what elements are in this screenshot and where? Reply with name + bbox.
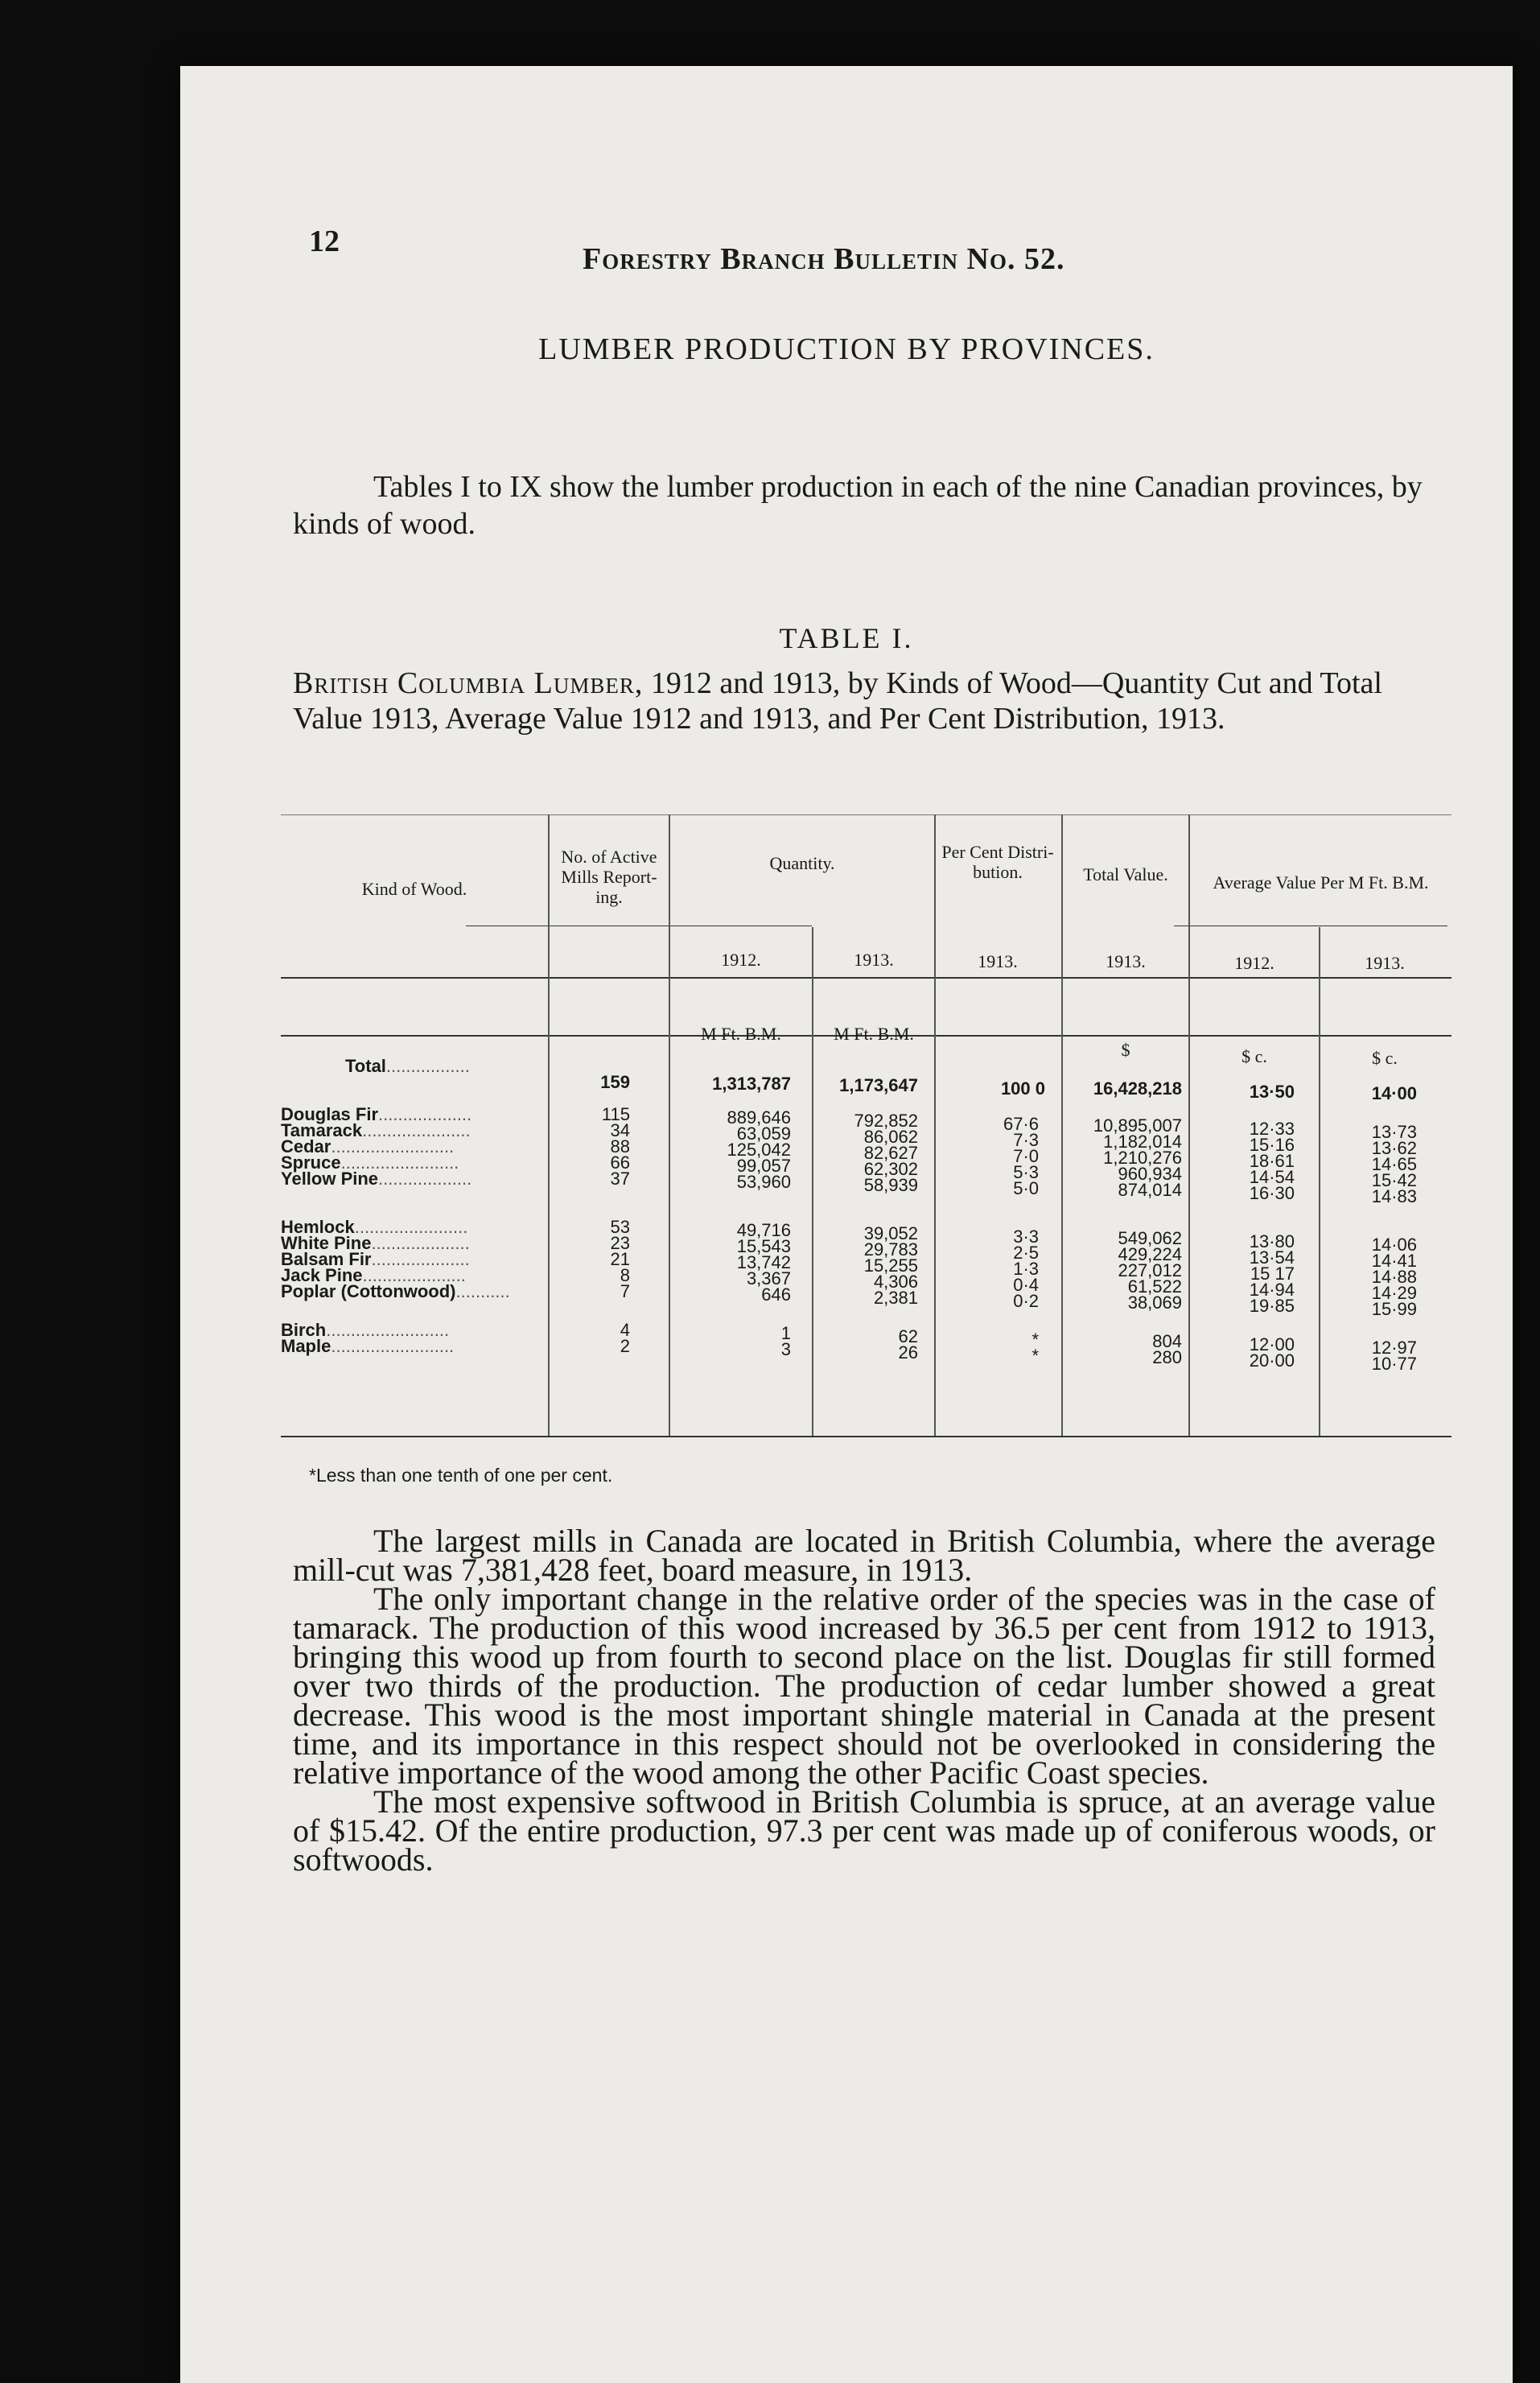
cell-a1913: 14·88 bbox=[1371, 1267, 1417, 1287]
cell-a1913: 15·99 bbox=[1371, 1299, 1417, 1319]
cell-pct: 7·0 bbox=[1013, 1146, 1039, 1166]
row-kind: Jack Pine..................... bbox=[281, 1265, 466, 1285]
cell-a1912: 12·00 bbox=[1249, 1334, 1295, 1354]
cell-a1912: 13·80 bbox=[1249, 1231, 1295, 1251]
cell-mills: 4 bbox=[620, 1320, 630, 1340]
table-footnote: *Less than one tenth of one per cent. bbox=[309, 1465, 613, 1486]
cell-q1913: 82,627 bbox=[863, 1143, 918, 1163]
cell-a1913: 14·65 bbox=[1371, 1154, 1417, 1174]
header-quantity: Quantity. bbox=[769, 853, 835, 873]
cell-pct: 0·4 bbox=[1013, 1275, 1039, 1295]
total-a1912: 13·50 bbox=[1249, 1082, 1295, 1102]
cell-mills: 66 bbox=[610, 1152, 630, 1173]
caption-lead: British Columbia Lumber, bbox=[293, 666, 644, 700]
cell-a1913: 13·73 bbox=[1371, 1122, 1417, 1142]
year-p1913: 1913. bbox=[978, 951, 1018, 971]
cell-a1913: 14·06 bbox=[1371, 1235, 1417, 1255]
cell-q1913: 26 bbox=[898, 1342, 918, 1363]
cell-q1912: 13,742 bbox=[736, 1252, 791, 1272]
paragraph: The largest mills in Canada are located in British Columbia, where the average mill-cut was 7,381,428 feet, board measure, in 1913. bbox=[293, 1523, 1435, 1588]
cell-mills: 53 bbox=[610, 1217, 630, 1237]
row-kind: Birch......................... bbox=[281, 1320, 450, 1340]
cell-pct: * bbox=[1031, 1330, 1039, 1350]
running-header: Forestry Branch Bulletin No. 52. bbox=[583, 242, 1065, 276]
cell-a1912: 15 17 bbox=[1250, 1264, 1295, 1284]
cell-value: 280 bbox=[1152, 1347, 1182, 1367]
row-kind: Yellow Pine................... bbox=[281, 1169, 472, 1189]
cell-mills: 2 bbox=[620, 1336, 630, 1356]
section-title: LUMBER PRODUCTION BY PROVINCES. bbox=[538, 332, 1155, 366]
total-value: 16,428,218 bbox=[1093, 1078, 1182, 1099]
unit-a1913: $ c. bbox=[1372, 1048, 1398, 1068]
document-page bbox=[180, 66, 1513, 2383]
total-a1913: 14·00 bbox=[1371, 1083, 1417, 1103]
cell-a1912: 14·94 bbox=[1249, 1280, 1295, 1300]
cell-value: 1,182,014 bbox=[1103, 1132, 1182, 1152]
cell-a1913: 14·29 bbox=[1371, 1283, 1417, 1303]
header-rule bbox=[281, 977, 1451, 979]
row-kind: Balsam Fir.................... bbox=[281, 1249, 470, 1269]
cell-mills: 34 bbox=[610, 1120, 630, 1140]
cell-pct: 0·2 bbox=[1013, 1291, 1039, 1311]
total-q1912: 1,313,787 bbox=[712, 1074, 791, 1094]
page-number: 12 bbox=[309, 225, 340, 258]
header-percent: Per Cent Distri-bution. bbox=[941, 842, 1054, 882]
cell-q1912: 3 bbox=[780, 1339, 791, 1359]
cell-value: 960,934 bbox=[1118, 1164, 1182, 1184]
cell-q1912: 889,646 bbox=[727, 1107, 791, 1128]
cell-pct: 5·3 bbox=[1013, 1162, 1039, 1182]
cell-a1912: 13·54 bbox=[1249, 1247, 1295, 1268]
cell-pct: 7·3 bbox=[1013, 1130, 1039, 1150]
year-t1913: 1913. bbox=[1106, 951, 1146, 971]
cell-q1912: 3,367 bbox=[746, 1268, 791, 1288]
total-q1913: 1,173,647 bbox=[839, 1075, 918, 1095]
cell-a1913: 14·41 bbox=[1371, 1251, 1417, 1271]
total-mills: 159 bbox=[600, 1072, 630, 1092]
unit-a1912: $ c. bbox=[1241, 1046, 1267, 1066]
year-a1912: 1912. bbox=[1234, 953, 1274, 973]
cell-mills: 88 bbox=[610, 1136, 630, 1156]
cell-value: 874,014 bbox=[1118, 1180, 1182, 1200]
row-kind: Cedar......................... bbox=[281, 1136, 455, 1156]
cell-q1913: 86,062 bbox=[863, 1127, 918, 1147]
intro-paragraph: Tables I to IX show the lumber production in each of the nine Canadian provinces, by kinds of wood. bbox=[293, 470, 1423, 541]
cell-q1913: 29,783 bbox=[863, 1239, 918, 1260]
cell-value: 38,069 bbox=[1127, 1293, 1182, 1313]
row-kind: Hemlock....................... bbox=[281, 1217, 468, 1237]
cell-mills: 37 bbox=[610, 1169, 630, 1189]
table-bottom-rule bbox=[281, 1436, 1451, 1437]
cell-value: 227,012 bbox=[1118, 1260, 1182, 1280]
cell-mills: 8 bbox=[620, 1265, 630, 1285]
cell-mills: 23 bbox=[610, 1233, 630, 1253]
unit-q1913: M Ft. B.M. bbox=[834, 1024, 914, 1044]
cell-value: 61,522 bbox=[1127, 1276, 1182, 1297]
cell-q1912: 1 bbox=[780, 1323, 791, 1343]
total-label: Total................. bbox=[345, 1056, 470, 1076]
cell-pct: * bbox=[1031, 1346, 1039, 1366]
cell-mills: 115 bbox=[601, 1104, 630, 1124]
year-a1913: 1913. bbox=[1365, 953, 1405, 973]
header-kind: Kind of Wood. bbox=[361, 879, 467, 899]
total-pct: 100 0 bbox=[1000, 1078, 1045, 1099]
row-kind: Maple......................... bbox=[281, 1336, 455, 1356]
cell-pct: 3·3 bbox=[1013, 1227, 1039, 1247]
cell-pct: 1·3 bbox=[1013, 1259, 1039, 1279]
cell-value: 549,062 bbox=[1118, 1228, 1182, 1248]
cell-a1912: 20·00 bbox=[1249, 1350, 1295, 1371]
cell-q1913: 58,939 bbox=[863, 1175, 918, 1195]
row-kind: White Pine.................... bbox=[281, 1233, 470, 1253]
row-kind: Tamarack...................... bbox=[281, 1120, 471, 1140]
cell-mills: 7 bbox=[620, 1281, 630, 1301]
cell-q1913: 39,052 bbox=[863, 1223, 918, 1243]
unit-total: $ bbox=[1121, 1040, 1130, 1060]
cell-a1912: 16·30 bbox=[1249, 1183, 1295, 1203]
header-average-value: Average Value Per M Ft. B.M. bbox=[1213, 872, 1429, 893]
lumber-table bbox=[281, 814, 1451, 1490]
cell-q1912: 63,059 bbox=[736, 1123, 791, 1144]
paragraph: The most expensive softwood in British Columbia is spruce, at an average value of $15.42. Of the entire production, 97.3 per cent was made up of coniferous woods, or softwoods. bbox=[293, 1783, 1435, 1878]
header-mills: No. of Active Mills Report-ing. bbox=[561, 847, 657, 907]
row-kind: Douglas Fir................... bbox=[281, 1104, 472, 1124]
cell-pct: 67·6 bbox=[1003, 1114, 1039, 1134]
paragraph: The only important change in the relative order of the species was in the case of tamarack. The production of this wood increased by 36.5 per cent from 1912 to 1913, bringing this wood up from fourth to second place on the list. Douglas fir still formed over two thirds of the production. The production of cedar lumber showed a great decrease. This wood is the most important shingle material in Canada at the present time, and its importance in this respect should not be overlooked in considering the relative importance of the wood among the other Pacific Coast species. bbox=[293, 1581, 1435, 1791]
cell-q1912: 646 bbox=[761, 1284, 791, 1305]
cell-value: 429,224 bbox=[1118, 1244, 1182, 1264]
cell-q1913: 62,302 bbox=[863, 1159, 918, 1179]
cell-a1912: 15·16 bbox=[1249, 1135, 1295, 1155]
cell-q1912: 15,543 bbox=[736, 1236, 791, 1256]
unit-q1912: M Ft. B.M. bbox=[701, 1024, 781, 1044]
cell-a1913: 10·77 bbox=[1371, 1354, 1417, 1374]
cell-value: 10,895,007 bbox=[1093, 1115, 1182, 1136]
cell-a1912: 14·54 bbox=[1249, 1167, 1295, 1187]
cell-q1912: 49,716 bbox=[736, 1220, 791, 1240]
row-kind: Spruce........................ bbox=[281, 1152, 459, 1173]
cell-a1913: 14·83 bbox=[1371, 1186, 1417, 1206]
cell-value: 804 bbox=[1152, 1331, 1182, 1351]
table-top-rule bbox=[281, 814, 1451, 815]
cell-a1912: 12·33 bbox=[1249, 1119, 1295, 1139]
cell-a1913: 12·97 bbox=[1371, 1338, 1417, 1358]
cell-a1912: 18·61 bbox=[1249, 1151, 1295, 1171]
cell-q1913: 15,255 bbox=[863, 1255, 918, 1276]
cell-q1913: 62 bbox=[898, 1326, 918, 1346]
cell-a1912: 19·85 bbox=[1249, 1296, 1295, 1316]
cell-q1913: 4,306 bbox=[873, 1272, 918, 1292]
body-text bbox=[293, 1523, 1435, 1878]
cell-value: 1,210,276 bbox=[1103, 1148, 1182, 1168]
header-total-value: Total Value. bbox=[1083, 864, 1168, 884]
cell-q1912: 99,057 bbox=[736, 1156, 791, 1176]
year-q1913: 1913. bbox=[854, 950, 894, 970]
cell-q1912: 53,960 bbox=[736, 1172, 791, 1192]
cell-mills: 21 bbox=[610, 1249, 630, 1269]
table-caption bbox=[293, 666, 1443, 736]
cell-pct: 5·0 bbox=[1013, 1178, 1039, 1198]
row-kind: Poplar (Cottonwood)........... bbox=[281, 1281, 510, 1301]
year-q1912: 1912. bbox=[721, 950, 761, 970]
cell-q1912: 125,042 bbox=[727, 1140, 791, 1160]
cell-a1913: 15·42 bbox=[1371, 1170, 1417, 1190]
caption-text: 1912 and 1913, by Kinds of Wood—Quantity Cut and Total Value 1913, Average Value 1912 and 1913, and Per Cent Distribution, 1913. bbox=[293, 666, 1382, 736]
table-title: TABLE I. bbox=[779, 622, 914, 654]
cell-q1913: 792,852 bbox=[854, 1111, 918, 1131]
cell-a1913: 13·62 bbox=[1371, 1138, 1417, 1158]
cell-pct: 2·5 bbox=[1013, 1243, 1039, 1263]
cell-q1913: 2,381 bbox=[873, 1288, 918, 1308]
